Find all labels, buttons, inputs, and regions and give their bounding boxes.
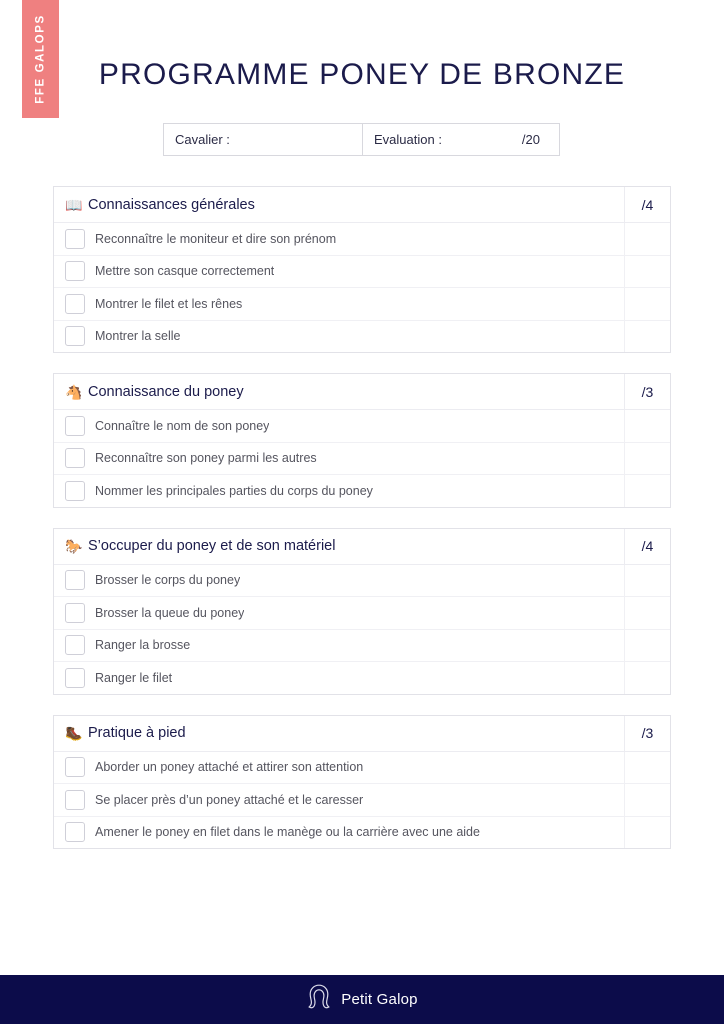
criterion-score-cell[interactable] bbox=[624, 630, 670, 662]
criterion-main bbox=[54, 784, 624, 816]
criterion-checkbox[interactable] bbox=[65, 603, 85, 623]
section-header bbox=[54, 374, 670, 410]
section-max-score: /3 bbox=[624, 716, 670, 751]
criterion-label: Brosser le corps du poney bbox=[95, 573, 241, 588]
section-card bbox=[53, 373, 671, 508]
criterion-checkbox[interactable] bbox=[65, 416, 85, 436]
criterion-label: Reconnaître le moniteur et dire son prénom bbox=[95, 231, 337, 246]
criterion-score-cell[interactable] bbox=[624, 784, 670, 816]
hiking-boot-icon: 🥾 bbox=[65, 725, 83, 741]
section-header bbox=[54, 716, 670, 752]
criterion-label: Ranger la brosse bbox=[95, 638, 191, 653]
rider-evaluation-table bbox=[163, 123, 560, 156]
sections-list bbox=[53, 186, 671, 869]
criterion-score-cell[interactable] bbox=[624, 410, 670, 442]
criterion-main bbox=[54, 817, 624, 849]
criterion-main bbox=[54, 321, 624, 353]
criterion-score-cell[interactable] bbox=[624, 256, 670, 288]
criterion-label: Aborder un poney attaché et attirer son attention bbox=[95, 760, 364, 775]
open-book-icon: 📖 bbox=[65, 196, 83, 213]
criterion-score-cell[interactable] bbox=[624, 662, 670, 694]
section-title-group bbox=[54, 384, 624, 400]
criterion-main bbox=[54, 223, 624, 255]
footer-bar bbox=[0, 975, 724, 1024]
criterion-label: Amener le poney en filet dans le manège ou la carrière avec une aide bbox=[95, 825, 480, 840]
criterion-row bbox=[54, 256, 670, 289]
criterion-label: Montrer le filet et les rênes bbox=[95, 296, 243, 311]
criterion-checkbox[interactable] bbox=[65, 481, 85, 501]
criterion-row bbox=[54, 443, 670, 476]
criterion-checkbox[interactable] bbox=[65, 668, 85, 688]
section-max-score: /4 bbox=[624, 187, 670, 222]
criterion-checkbox[interactable] bbox=[65, 757, 85, 777]
criterion-label: Connaître le nom de son poney bbox=[95, 418, 270, 433]
criterion-checkbox[interactable] bbox=[65, 261, 85, 281]
criterion-score-cell[interactable] bbox=[624, 817, 670, 849]
section-title-group bbox=[54, 725, 624, 741]
section-card bbox=[53, 715, 671, 850]
criterion-score-cell[interactable] bbox=[624, 565, 670, 597]
criterion-score-cell[interactable] bbox=[624, 475, 670, 507]
criterion-main bbox=[54, 597, 624, 629]
horseshoe-icon bbox=[306, 983, 332, 1016]
criterion-row bbox=[54, 630, 670, 663]
section-title-group bbox=[54, 538, 624, 554]
criterion-label: Mettre son casque correctement bbox=[95, 264, 275, 279]
criterion-main bbox=[54, 752, 624, 784]
criterion-row bbox=[54, 784, 670, 817]
section-max-score: /4 bbox=[624, 529, 670, 564]
criterion-main bbox=[54, 256, 624, 288]
criterion-row bbox=[54, 565, 670, 598]
ribbon-label: FFE GALOPS bbox=[34, 14, 47, 104]
criterion-checkbox[interactable] bbox=[65, 570, 85, 590]
criterion-checkbox[interactable] bbox=[65, 326, 85, 346]
section-card bbox=[53, 528, 671, 695]
section-title: S’occuper du poney et de son matériel bbox=[88, 538, 336, 554]
criterion-row bbox=[54, 223, 670, 256]
criterion-row bbox=[54, 410, 670, 443]
section-title: Connaissances générales bbox=[88, 196, 255, 213]
evaluation-total: /20 bbox=[521, 132, 540, 147]
criterion-score-cell[interactable] bbox=[624, 443, 670, 475]
criterion-checkbox[interactable] bbox=[65, 822, 85, 842]
criterion-label: Ranger le filet bbox=[95, 670, 173, 685]
section-max-score: /3 bbox=[624, 374, 670, 409]
criterion-label: Reconnaître son poney parmi les autres bbox=[95, 451, 317, 466]
criterion-row bbox=[54, 662, 670, 694]
section-header bbox=[54, 187, 670, 223]
criterion-main bbox=[54, 443, 624, 475]
horse-face-icon: 🐴 bbox=[65, 383, 83, 400]
footer-brand: Petit Galop bbox=[341, 991, 418, 1008]
criterion-score-cell[interactable] bbox=[624, 288, 670, 320]
criterion-label: Se placer près d’un poney attaché et le caresser bbox=[95, 792, 364, 807]
criterion-main bbox=[54, 475, 624, 507]
criterion-main bbox=[54, 565, 624, 597]
criterion-label: Brosser la queue du poney bbox=[95, 605, 245, 620]
criterion-checkbox[interactable] bbox=[65, 448, 85, 468]
criterion-row bbox=[54, 475, 670, 507]
criterion-score-cell[interactable] bbox=[624, 597, 670, 629]
section-card bbox=[53, 186, 671, 353]
rider-field[interactable] bbox=[164, 124, 363, 155]
criterion-checkbox[interactable] bbox=[65, 229, 85, 249]
criterion-score-cell[interactable] bbox=[624, 752, 670, 784]
criterion-main bbox=[54, 410, 624, 442]
criterion-row bbox=[54, 321, 670, 353]
criterion-main bbox=[54, 662, 624, 694]
criterion-label: Montrer la selle bbox=[95, 329, 181, 344]
criterion-checkbox[interactable] bbox=[65, 635, 85, 655]
section-header bbox=[54, 529, 670, 565]
evaluation-field[interactable] bbox=[363, 124, 559, 155]
page-title: PROGRAMME PONEY DE BRONZE bbox=[98, 58, 626, 92]
criterion-row bbox=[54, 288, 670, 321]
criterion-checkbox[interactable] bbox=[65, 790, 85, 810]
evaluation-label: Evaluation : bbox=[374, 132, 442, 147]
rider-label: Cavalier : bbox=[175, 132, 230, 147]
criterion-checkbox[interactable] bbox=[65, 294, 85, 314]
criterion-row bbox=[54, 597, 670, 630]
section-title: Pratique à pied bbox=[88, 725, 186, 741]
section-title-group bbox=[54, 197, 624, 213]
horse-icon: 🐎 bbox=[65, 538, 83, 554]
criterion-score-cell[interactable] bbox=[624, 223, 670, 255]
criterion-row bbox=[54, 817, 670, 849]
criterion-row bbox=[54, 752, 670, 785]
criterion-score-cell[interactable] bbox=[624, 321, 670, 353]
section-title: Connaissance du poney bbox=[88, 383, 244, 400]
criterion-main bbox=[54, 630, 624, 662]
criterion-main bbox=[54, 288, 624, 320]
criterion-label: Nommer les principales parties du corps du poney bbox=[95, 483, 373, 498]
